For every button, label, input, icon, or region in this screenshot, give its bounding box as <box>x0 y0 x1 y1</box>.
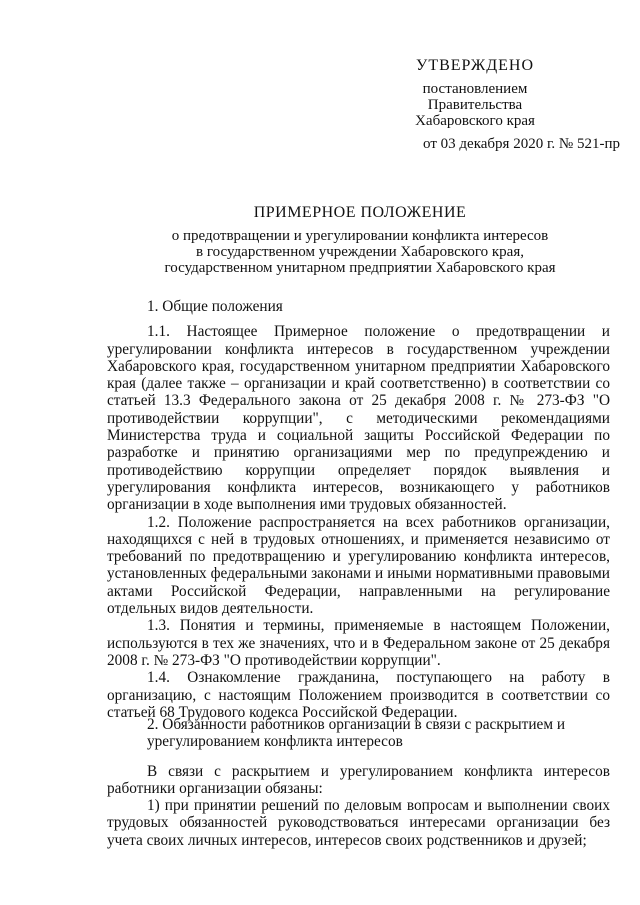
section-2 <box>107 716 610 849</box>
approval-stamp <box>330 58 620 152</box>
section-1 <box>107 298 610 721</box>
section-1-heading: 1. Общие положения <box>147 298 283 315</box>
paragraph-1-3: 1.3. Понятия и термины, применяемые в настоящем Положении, используются в тех же значениях, что и в Федеральном законе от 25 декабря 2008 г. № 273-ФЗ "О противодействии коррупции". <box>107 617 610 669</box>
section-2-heading: 2. Обязанности работников организации в связи с раскрытием и урегулированием конфликта интересов <box>147 716 566 751</box>
approval-word: УТВЕРЖДЕНО <box>415 57 534 74</box>
approval-date: от 03 декабря 2020 г. № 521-пр <box>423 136 620 152</box>
document-subtitle-line-3: государственном унитарном предприятии Хабаровского края <box>164 260 556 276</box>
paragraph-1-2: 1.2. Положение распространяется на всех работников организации, находящихся с ней в трудовых отношениях, и применяется независимо от требований по предотвращению и урегулированию конфликта интересов, установленных федеральными законами и иными нормативными правовыми актами Российской Федерации, направленными на регулирование отдельных видов деятельности. <box>107 513 610 618</box>
document-title: ПРИМЕРНОЕ ПОЛОЖЕНИЕ <box>253 204 467 221</box>
paragraph-2-intro: В связи с раскрытием и урегулированием конфликта интересов работники организации обязаны: <box>107 762 610 797</box>
document-title-block <box>0 205 640 276</box>
paragraph-2-item-1: 1) при принятии решений по деловым вопросам и выполнении своих трудовых обязанностей руководствоваться интересами организации без учета своих личных интересов, интересов своих родственников и друзей; <box>107 797 610 849</box>
approval-line-1: постановлением <box>422 81 528 97</box>
document-subtitle-line-1: о предотвращении и урегулировании конфликта интересов <box>171 228 549 244</box>
approval-line-3: Хабаровского края <box>415 113 535 129</box>
paragraph-1-4: 1.4. Ознакомление гражданина, поступающего на работу в организацию, с настоящим Положением производится в соответствии со статьей 68 Трудового кодекса Российской Федерации. <box>107 669 610 721</box>
paragraph-1-1: 1.1. Настоящее Примерное положение о предотвращении и урегулировании конфликта интересов в государственном учреждении Хабаровского края, государственном унитарном предприятии Хабаровского края (далее также – организации и край соответственно) в соответствии со статьей 13.3 Федерального закона от 25 декабря 2008 г. № 273-ФЗ "О противодействии коррупции", с методическими рекомендациями Министерства труда и социальной защиты Российской Федерации по разработке и принятию организациями мер по предупреждению и противодействию коррупции определяет порядок выявления и урегулирования конфликта интересов, возникающего у работников организации в ходе выполнения ими трудовых обязанностей. <box>107 323 610 514</box>
document-subtitle-line-2: в государственном учреждении Хабаровского края, <box>196 244 524 260</box>
approval-line-2: Правительства <box>427 97 523 113</box>
